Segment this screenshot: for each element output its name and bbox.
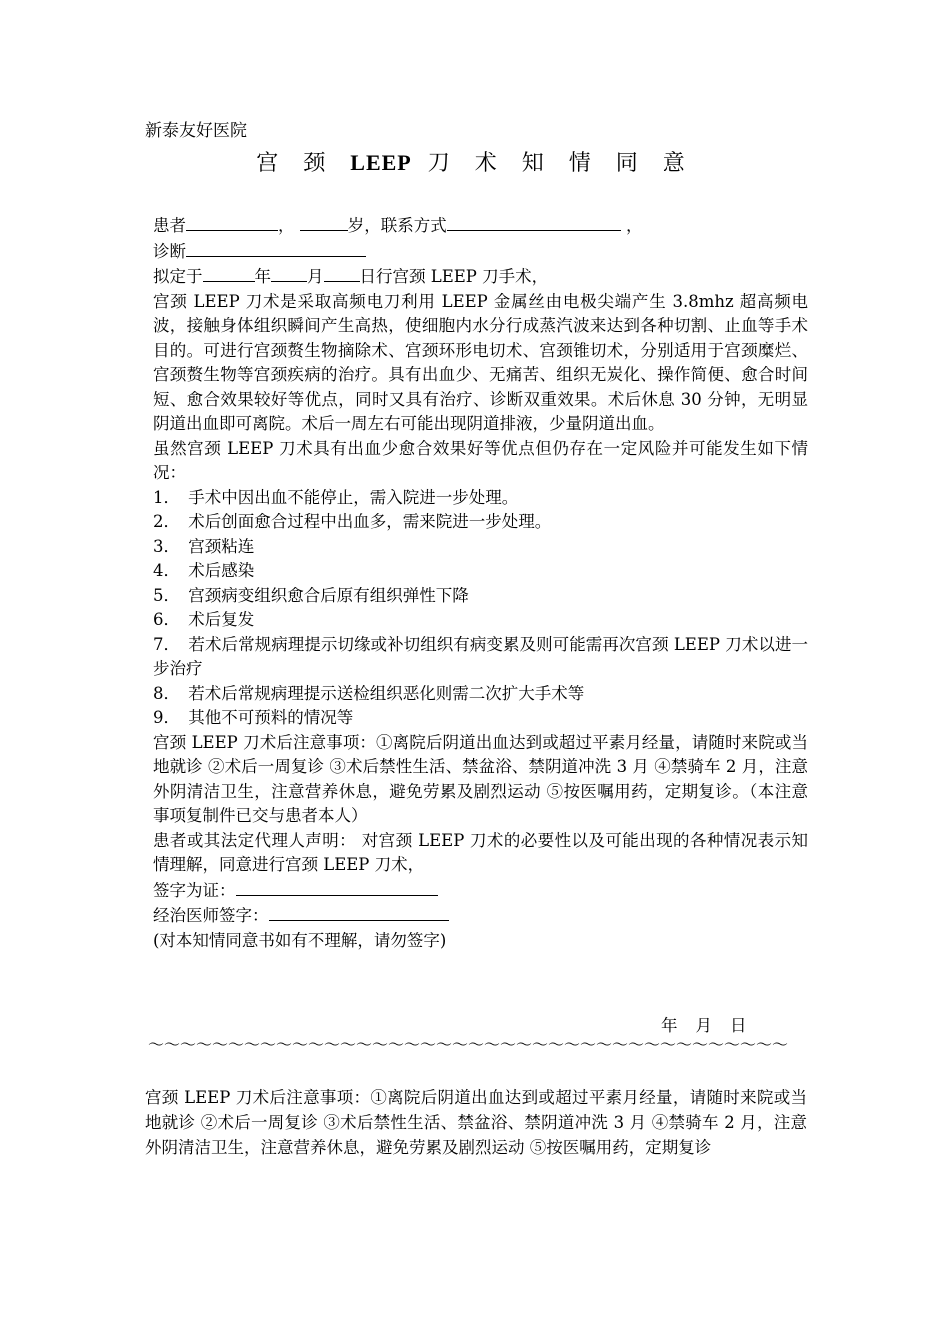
- age-field[interactable]: [300, 213, 348, 231]
- patient-statement: 患者或其法定代理人声明： 对宫颈 LEEP 刀术的必要性以及可能出现的各种情况表示知情理解，同意进行宫颈 LEEP 刀术，: [153, 830, 808, 874]
- signing-warning: (对本知情同意书如有不理解，请勿签字): [153, 930, 447, 950]
- post-op-notes: 宫颈 LEEP 刀术后注意事项：①离院后阴道出血达到或超过平素月经量，请随时来院或当地就诊 ②术后一周复诊 ③术后禁性生活、禁盆浴、禁阴道冲洗 3 月 ④禁骑车 2 月，注意外阴清洁卫生，注意营养休息，避免劳累及剧烈运动 ⑤按医嘱用药，定期复诊。（本注意事项复制件已交与患者本人）: [153, 732, 808, 825]
- title-suffix: 刀 术 知 情 同 意: [411, 151, 694, 176]
- title-leep: LEEP: [350, 150, 412, 175]
- date-line: 年 月 日: [661, 1016, 747, 1035]
- month-field[interactable]: [271, 264, 307, 282]
- day-field[interactable]: [324, 264, 360, 282]
- tear-off-separator: ～～～～～～～～～～～～～～～～～～～～～～～～～～～～～～～～～～～～～～～～: [148, 1035, 789, 1054]
- risk-item: 2． 术后创面愈合过程中出血多，需来院进一步处理。: [153, 512, 552, 531]
- schedule-line: 拟定于 年 月 日行宫颈 LEEP 刀手术，: [153, 264, 808, 290]
- patient-signature-field[interactable]: [236, 878, 438, 896]
- title-prefix: 宫 颈: [256, 151, 351, 176]
- diagnosis-field[interactable]: [186, 239, 366, 257]
- tear-off-notes: 宫颈 LEEP 刀术后注意事项：①离院后阴道出血达到或超过平素月经量，请随时来院或当地就诊 ②术后一周复诊 ③术后禁性生活、禁盆浴、禁阴道冲洗 3 月 ④禁骑车 2 月，注意外阴清洁卫生，注意营养休息，避免劳累及剧烈运动 ⑤按医嘱用药，定期复诊: [145, 1088, 807, 1157]
- risk-item: 5． 宫颈病变组织愈合后原有组织弹性下降: [153, 585, 469, 605]
- risk-item: 8． 若术后常规病理提示送检组织恶化则需二次扩大手术等: [153, 683, 585, 703]
- risk-item: 6． 术后复发: [153, 610, 255, 629]
- year-field[interactable]: [203, 264, 255, 282]
- risk-item: 7． 若术后常规病理提示切缘或补切组织有病变累及则可能需再次宫颈 LEEP 刀术以进一步治疗: [153, 634, 808, 678]
- consent-body: [153, 213, 808, 953]
- patient-line: 患者 ， 岁，联系方式 ，: [153, 213, 808, 239]
- risk-intro: 虽然宫颈 LEEP 刀术具有出血少愈合效果好等优点但仍存在一定风险并可能发生如下情况：: [153, 438, 808, 482]
- doctor-signature-line: 经治医师签字：: [153, 903, 808, 929]
- risk-item: 3． 宫颈粘连: [153, 536, 255, 556]
- document-title: [0, 146, 950, 177]
- doctor-signature-field[interactable]: [269, 903, 449, 921]
- diagnosis-line: 诊断: [153, 239, 808, 265]
- patient-name-field[interactable]: [186, 213, 278, 231]
- risk-item: 1． 手术中因出血不能停止，需入院进一步处理。: [153, 487, 519, 507]
- signature-line: 签字为证：: [153, 878, 808, 904]
- intro-paragraph: 宫颈 LEEP 刀术是采取高频电刀利用 LEEP 金属丝由电极尖端产生 3.8mhz 超高频电波，接触身体组织瞬间产生高热，使细胞内水分行成蒸汽波来达到各种切割、止血等手术目的。可进行宫颈赘生物摘除术、宫颈环形电切术、宫颈锥切术，分别适用于宫颈糜烂、宫颈赘生物等宫颈疾病的治疗。具有出血少、无痛苦、组织无炭化、操作简便、愈合时间短、愈合效果较好等优点，同时又具有治疗、诊断双重效果。术后休息 30 分钟，无明显阴道出血即可离院。术后一周左右可能出现阴道排液，少量阴道出血。: [153, 291, 808, 433]
- risk-item: 9． 其他不可预料的情况等: [153, 708, 354, 727]
- risk-item: 4． 术后感染: [153, 561, 255, 580]
- contact-field[interactable]: [447, 213, 621, 231]
- hospital-name: 新泰友好医院: [145, 121, 247, 141]
